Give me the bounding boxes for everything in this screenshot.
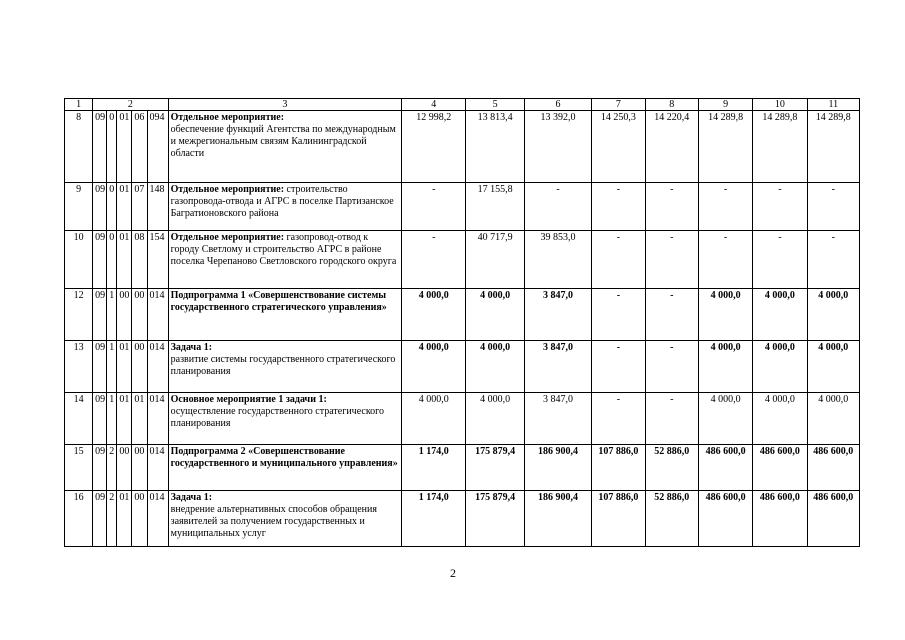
value-cell: - — [753, 183, 807, 231]
code-cell: 00 — [132, 445, 147, 491]
value-cell: 175 879,4 — [466, 445, 524, 491]
value-cell: 4 000,0 — [698, 341, 752, 393]
code-cell: 09 — [93, 289, 107, 341]
code-cell: 0 — [107, 231, 117, 289]
description-cell — [168, 111, 401, 183]
value-cell: 13 813,4 — [466, 111, 524, 183]
code-cell: 00 — [117, 445, 132, 491]
table-row — [65, 491, 860, 547]
value-cell: 40 717,9 — [466, 231, 524, 289]
header-cell: 6 — [524, 99, 591, 111]
code-cell: 00 — [132, 491, 147, 547]
description-cell — [168, 393, 401, 445]
value-cell: 3 847,0 — [524, 393, 591, 445]
value-cell: - — [645, 183, 698, 231]
value-cell: - — [592, 231, 645, 289]
value-cell: - — [592, 183, 645, 231]
header-row — [65, 99, 860, 111]
description-title: Отдельное мероприятие: — [170, 112, 285, 123]
description-title: Задача 1: — [170, 492, 213, 503]
description-cell — [168, 183, 401, 231]
value-cell: - — [592, 289, 645, 341]
table-row — [65, 289, 860, 341]
description-text: газопровод-отвод к городу Светлому и строительство АГРС в районе поселка Черепаново Светловского городского округа — [170, 232, 397, 267]
value-cell: 4 000,0 — [807, 393, 859, 445]
value-cell: 175 879,4 — [466, 491, 524, 547]
code-cell: 014 — [147, 289, 168, 341]
code-cell: 08 — [132, 231, 147, 289]
value-cell: - — [645, 231, 698, 289]
value-cell: 4 000,0 — [807, 289, 859, 341]
code-cell: 0 — [107, 111, 117, 183]
description-title: Основное мероприятие 1 задачи 1: — [170, 394, 327, 405]
value-cell: 107 886,0 — [592, 491, 645, 547]
table-row — [65, 183, 860, 231]
value-cell: 1 174,0 — [402, 445, 466, 491]
code-cell: 07 — [132, 183, 147, 231]
value-cell: - — [524, 183, 591, 231]
value-cell: 4 000,0 — [466, 289, 524, 341]
value-cell: 4 000,0 — [402, 341, 466, 393]
code-cell: 01 — [132, 393, 147, 445]
code-cell: 0 — [107, 183, 117, 231]
value-cell: 486 600,0 — [698, 491, 752, 547]
header-cell: 7 — [592, 99, 645, 111]
code-cell: 01 — [117, 393, 132, 445]
code-cell: 01 — [117, 341, 132, 393]
code-cell: 014 — [147, 393, 168, 445]
value-cell: 4 000,0 — [698, 393, 752, 445]
code-cell: 014 — [147, 445, 168, 491]
description-text: строительство газопровода-отвода и АГРС в поселке Партизанское Багратионовского района — [170, 184, 394, 219]
header-cell: 1 — [65, 99, 93, 111]
header-cell: 11 — [807, 99, 859, 111]
value-cell: 186 900,4 — [524, 491, 591, 547]
description-title: Отдельное мероприятие: — [170, 232, 285, 243]
value-cell: 4 000,0 — [698, 289, 752, 341]
code-cell: 09 — [93, 491, 107, 547]
value-cell: 1 174,0 — [402, 491, 466, 547]
value-cell: - — [807, 231, 859, 289]
description-cell — [168, 231, 401, 289]
header-cell: 8 — [645, 99, 698, 111]
value-cell: 4 000,0 — [402, 289, 466, 341]
code-cell: 00 — [132, 289, 147, 341]
header-cell: 2 — [93, 99, 168, 111]
value-cell: 107 886,0 — [592, 445, 645, 491]
value-cell: 486 600,0 — [807, 491, 859, 547]
description-text: обеспечение функций Агентства по международным и межрегиональным связям Калининградской области — [170, 124, 396, 159]
value-cell: - — [698, 183, 752, 231]
table-row — [65, 111, 860, 183]
budget-table — [64, 98, 860, 547]
value-cell: 4 000,0 — [753, 289, 807, 341]
code-cell: 1 — [107, 341, 117, 393]
value-cell: - — [592, 341, 645, 393]
table-row — [65, 231, 860, 289]
row-number: 13 — [65, 341, 93, 393]
description-title: Отдельное мероприятие: — [170, 184, 285, 195]
row-number: 14 — [65, 393, 93, 445]
value-cell: - — [645, 393, 698, 445]
value-cell: - — [753, 231, 807, 289]
value-cell: - — [402, 183, 466, 231]
value-cell: 3 847,0 — [524, 341, 591, 393]
description-title: Задача 1: — [170, 342, 213, 353]
code-cell: 09 — [93, 445, 107, 491]
code-cell: 014 — [147, 341, 168, 393]
description-text: осуществление государственного стратегического планирования — [170, 406, 385, 429]
code-cell: 09 — [93, 393, 107, 445]
table-row — [65, 393, 860, 445]
code-cell: 2 — [107, 445, 117, 491]
row-number: 15 — [65, 445, 93, 491]
row-number: 16 — [65, 491, 93, 547]
code-cell: 154 — [147, 231, 168, 289]
code-cell: 1 — [107, 289, 117, 341]
value-cell: 4 000,0 — [466, 393, 524, 445]
value-cell: 4 000,0 — [466, 341, 524, 393]
value-cell: - — [807, 183, 859, 231]
code-cell: 014 — [147, 491, 168, 547]
value-cell: 14 289,8 — [698, 111, 752, 183]
code-cell: 09 — [93, 231, 107, 289]
table-row — [65, 341, 860, 393]
code-cell: 01 — [117, 491, 132, 547]
code-cell: 2 — [107, 491, 117, 547]
header-cell: 10 — [753, 99, 807, 111]
value-cell: 486 600,0 — [807, 445, 859, 491]
value-cell: - — [645, 289, 698, 341]
value-cell: 14 289,8 — [753, 111, 807, 183]
description-cell: Подпрограмма 1 «Совершенствование системы государственного стратегического управления» — [168, 289, 401, 341]
code-cell: 06 — [132, 111, 147, 183]
header-cell: 9 — [698, 99, 752, 111]
row-number: 12 — [65, 289, 93, 341]
value-cell: 4 000,0 — [753, 393, 807, 445]
value-cell: 3 847,0 — [524, 289, 591, 341]
row-number: 8 — [65, 111, 93, 183]
value-cell: - — [592, 393, 645, 445]
code-cell: 01 — [117, 183, 132, 231]
code-cell: 00 — [117, 289, 132, 341]
value-cell: - — [698, 231, 752, 289]
description-cell — [168, 341, 401, 393]
value-cell: 14 220,4 — [645, 111, 698, 183]
header-cell: 4 — [402, 99, 466, 111]
value-cell: - — [645, 341, 698, 393]
code-cell: 01 — [117, 111, 132, 183]
value-cell: 12 998,2 — [402, 111, 466, 183]
header-cell: 3 — [168, 99, 401, 111]
table-row — [65, 445, 860, 491]
description-cell: Подпрограмма 2 «Совершенствование государственного и муниципального управления» — [168, 445, 401, 491]
row-number: 10 — [65, 231, 93, 289]
value-cell: 39 853,0 — [524, 231, 591, 289]
value-cell: 14 250,3 — [592, 111, 645, 183]
value-cell: 52 886,0 — [645, 445, 698, 491]
code-cell: 094 — [147, 111, 168, 183]
value-cell: 486 600,0 — [698, 445, 752, 491]
value-cell: 4 000,0 — [807, 341, 859, 393]
page-number: 2 — [450, 566, 456, 580]
value-cell: 4 000,0 — [753, 341, 807, 393]
code-cell: 09 — [93, 183, 107, 231]
code-cell: 01 — [117, 231, 132, 289]
code-cell: 148 — [147, 183, 168, 231]
code-cell: 09 — [93, 111, 107, 183]
value-cell: 52 886,0 — [645, 491, 698, 547]
value-cell: - — [402, 231, 466, 289]
value-cell: 186 900,4 — [524, 445, 591, 491]
code-cell: 1 — [107, 393, 117, 445]
code-cell: 00 — [132, 341, 147, 393]
code-cell: 09 — [93, 341, 107, 393]
value-cell: 17 155,8 — [466, 183, 524, 231]
value-cell: 486 600,0 — [753, 491, 807, 547]
description-cell — [168, 491, 401, 547]
row-number: 9 — [65, 183, 93, 231]
value-cell: 13 392,0 — [524, 111, 591, 183]
value-cell: 4 000,0 — [402, 393, 466, 445]
value-cell: 486 600,0 — [753, 445, 807, 491]
description-text: внедрение альтернативных способов обращения заявителей за получением государственных и муниципальных услуг — [170, 504, 377, 539]
value-cell: 14 289,8 — [807, 111, 859, 183]
description-text: развитие системы государственного стратегического планирования — [170, 354, 396, 377]
header-cell: 5 — [466, 99, 524, 111]
